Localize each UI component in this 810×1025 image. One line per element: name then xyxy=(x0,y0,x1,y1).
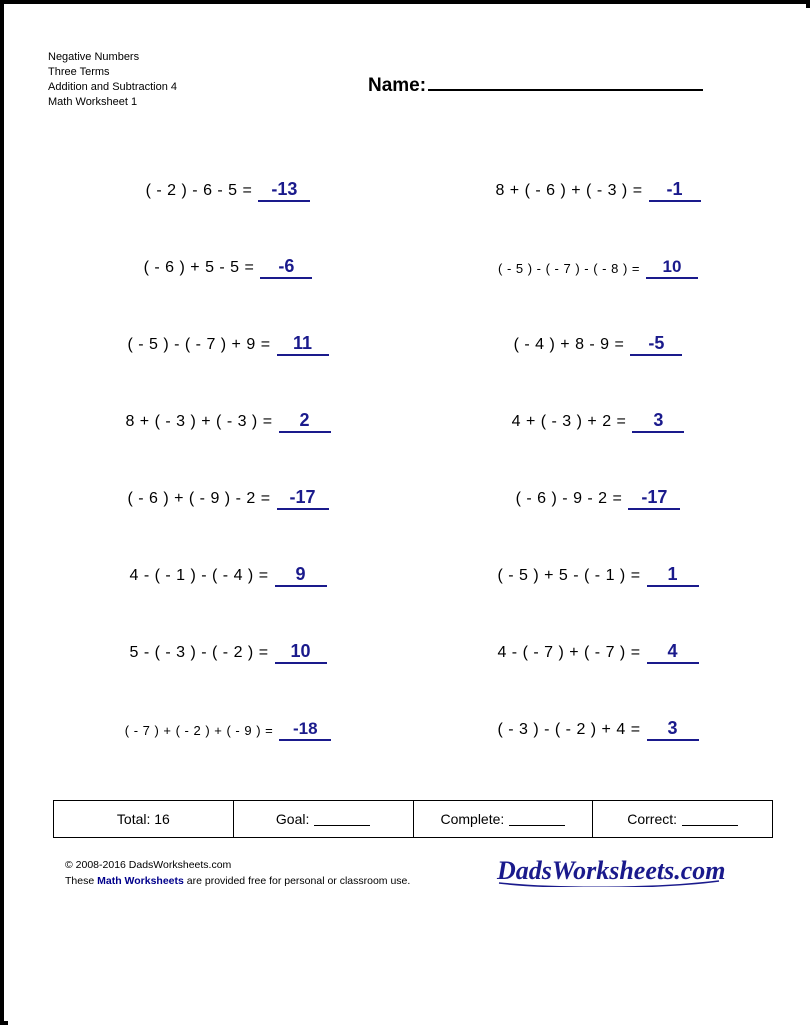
problem-expression: ( - 7 ) + ( - 2 ) + ( - 9 ) = xyxy=(124,722,274,738)
problem-item xyxy=(428,245,768,291)
score-goal-label: Goal: xyxy=(275,811,310,827)
worksheet-sheet xyxy=(8,8,810,1025)
problem-answer[interactable]: 9 xyxy=(275,565,327,587)
problem-answer[interactable]: 10 xyxy=(275,642,327,664)
problem-expression: 8 + ( - 3 ) + ( - 3 ) = xyxy=(125,413,273,430)
problem-answer[interactable]: 2 xyxy=(279,411,331,433)
problem-answer[interactable]: 10 xyxy=(646,257,698,279)
score-correct-blank[interactable] xyxy=(682,812,738,826)
problem-row xyxy=(48,245,770,322)
problem-item xyxy=(428,553,768,599)
svg-text:DadsWorksheets.com: DadsWorksheets.com xyxy=(497,856,726,885)
usage-notice-suffix: are provided free for personal or classroom use. xyxy=(186,875,411,887)
problem-item xyxy=(58,322,398,368)
problem-expression: 4 - ( - 7 ) + ( - 7 ) = xyxy=(497,644,641,661)
footer-copyright xyxy=(65,857,410,889)
problem-answer[interactable]: -13 xyxy=(258,180,310,202)
worksheet-header xyxy=(48,50,768,120)
problem-item xyxy=(58,168,398,214)
problem-item xyxy=(428,630,768,676)
problem-item xyxy=(58,476,398,522)
problem-item xyxy=(58,399,398,445)
meta-line-1: Negative Numbers xyxy=(48,51,140,63)
problem-item xyxy=(428,399,768,445)
name-label: Name: xyxy=(368,75,427,96)
problem-row xyxy=(48,399,770,476)
problem-row xyxy=(48,476,770,553)
problem-expression: ( - 5 ) - ( - 7 ) - ( - 8 ) = xyxy=(498,260,640,276)
problem-item xyxy=(58,630,398,676)
problem-item xyxy=(428,476,768,522)
problem-expression: 4 - ( - 1 ) - ( - 4 ) = xyxy=(129,567,269,584)
worksheet-meta xyxy=(48,50,177,110)
problem-row xyxy=(48,322,770,399)
problem-item xyxy=(58,245,398,291)
usage-notice xyxy=(65,873,410,889)
problem-answer[interactable]: -5 xyxy=(630,334,682,356)
problem-row xyxy=(48,553,770,630)
problem-answer[interactable]: 4 xyxy=(647,642,699,664)
usage-notice-prefix: These xyxy=(65,875,95,887)
problem-expression: ( - 6 ) + ( - 9 ) - 2 = xyxy=(127,490,271,507)
problem-expression: ( - 3 ) - ( - 2 ) + 4 = xyxy=(497,721,641,738)
score-total-label: Total: 16 xyxy=(116,811,170,827)
problem-expression: 4 + ( - 3 ) + 2 = xyxy=(511,413,627,430)
score-box xyxy=(53,800,773,838)
score-total xyxy=(54,801,234,837)
problem-answer[interactable]: -17 xyxy=(628,488,680,510)
problem-expression: ( - 5 ) - ( - 7 ) + 9 = xyxy=(127,336,271,353)
problem-row xyxy=(48,168,770,245)
problem-expression: 8 + ( - 6 ) + ( - 3 ) = xyxy=(495,182,643,199)
meta-line-4: Math Worksheet 1 xyxy=(48,96,138,108)
math-worksheets-link[interactable]: Math Worksheets xyxy=(97,875,184,887)
problem-item xyxy=(58,707,398,753)
problem-expression: ( - 4 ) + 8 - 9 = xyxy=(513,336,625,353)
problem-answer[interactable]: -6 xyxy=(260,257,312,279)
problem-answer[interactable]: 3 xyxy=(632,411,684,433)
problem-expression: ( - 6 ) - 9 - 2 = xyxy=(515,490,623,507)
score-complete xyxy=(414,801,594,837)
problem-answer[interactable]: 11 xyxy=(277,334,329,356)
problem-row xyxy=(48,630,770,707)
problem-answer[interactable]: -18 xyxy=(279,719,331,741)
score-correct xyxy=(593,801,772,837)
problem-grid xyxy=(48,168,770,784)
score-correct-label: Correct: xyxy=(627,811,678,827)
problem-row xyxy=(48,707,770,784)
score-complete-blank[interactable] xyxy=(509,812,565,826)
problem-expression: ( - 2 ) - 6 - 5 = xyxy=(145,182,253,199)
score-goal xyxy=(234,801,414,837)
problem-answer[interactable]: 3 xyxy=(647,719,699,741)
meta-line-3: Addition and Subtraction 4 xyxy=(48,81,178,93)
copyright-line: © 2008-2016 DadsWorksheets.com xyxy=(65,859,232,871)
problem-answer[interactable]: -17 xyxy=(277,488,329,510)
dadsworksheets-logo xyxy=(495,853,727,887)
problem-item xyxy=(428,322,768,368)
score-goal-blank[interactable] xyxy=(314,812,370,826)
problem-answer[interactable]: 1 xyxy=(647,565,699,587)
problem-item xyxy=(428,168,768,214)
problem-expression: ( - 5 ) + 5 - ( - 1 ) = xyxy=(497,567,641,584)
score-complete-label: Complete: xyxy=(440,811,505,827)
name-field-group xyxy=(368,72,703,97)
problem-item xyxy=(58,553,398,599)
problem-expression: 5 - ( - 3 ) - ( - 2 ) = xyxy=(129,644,269,661)
meta-line-2: Three Terms xyxy=(48,66,110,78)
problem-expression: ( - 6 ) + 5 - 5 = xyxy=(143,259,255,276)
problem-answer[interactable]: -1 xyxy=(649,180,701,202)
name-input-line[interactable] xyxy=(428,72,703,91)
problem-item xyxy=(428,707,768,753)
